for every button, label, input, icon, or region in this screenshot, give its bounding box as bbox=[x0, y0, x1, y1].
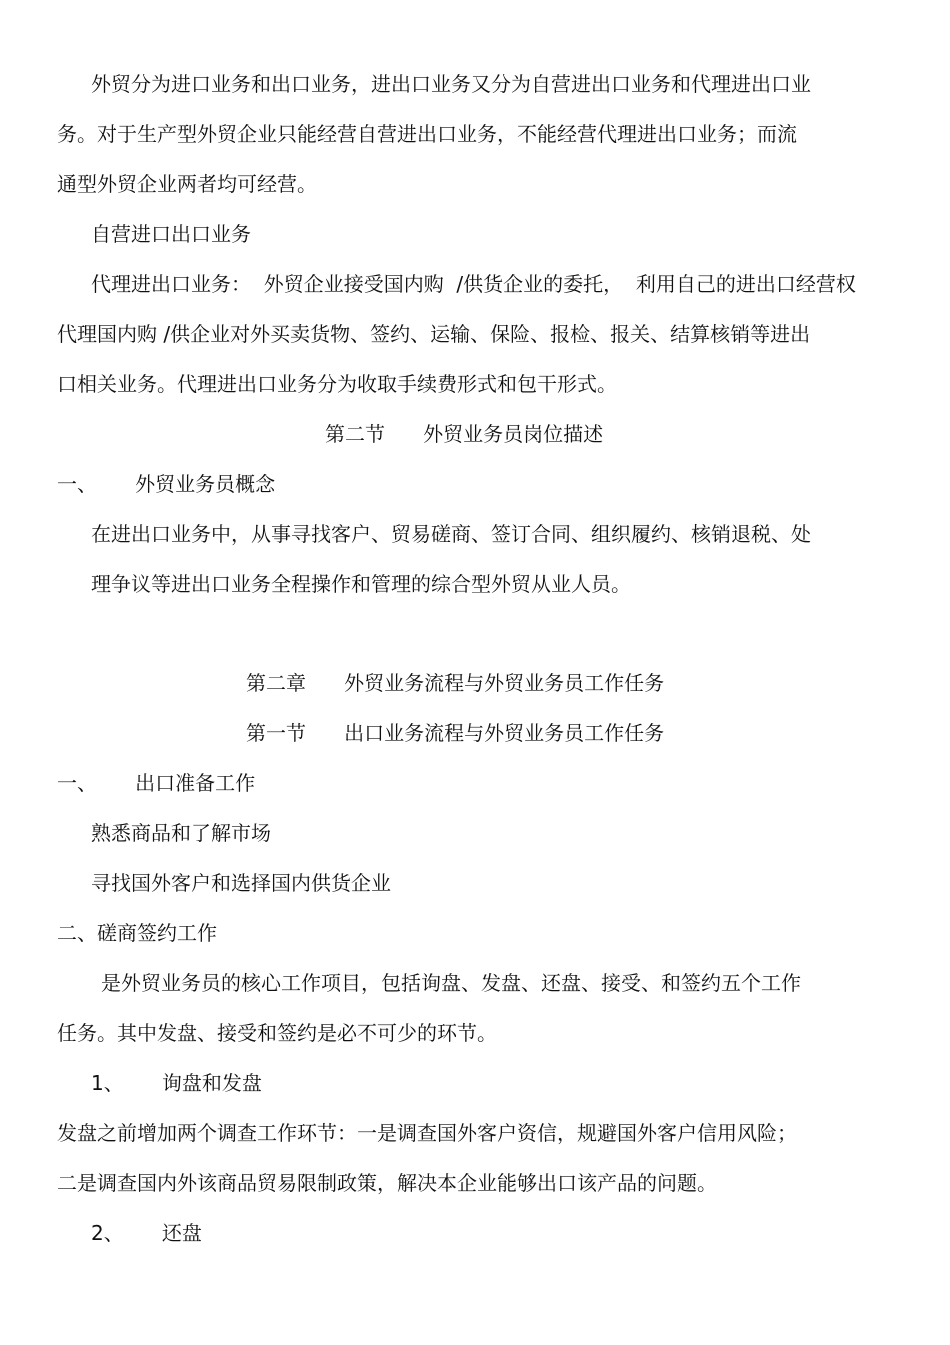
paragraph-line: 在进出口业务中，从事寻找客户、贸易磋商、签订合同、组织履约、核销退税、处 bbox=[91, 522, 811, 546]
paragraph-line: 发盘之前增加两个调查工作环节：一是调查国外客户资信，规避国外客户信用风险； bbox=[57, 1121, 797, 1145]
paragraph-line: 是外贸业务员的核心工作项目，包括询盘、发盘、还盘、接受、和签约五个工作 bbox=[101, 971, 801, 995]
paragraph-line: 二是调查国内外该商品贸易限制政策，解决本企业能够出口该产品的问题。 bbox=[57, 1171, 717, 1195]
numbered-subheading: 2、 还盘 bbox=[91, 1221, 202, 1245]
numbered-subheading: 1、 询盘和发盘 bbox=[91, 1071, 262, 1095]
list-item: 熟悉商品和了解市场 bbox=[91, 821, 271, 845]
chapter-heading: 第二章 外贸业务流程与外贸业务员工作任务 bbox=[246, 671, 665, 695]
paragraph-line: 任务。其中发盘、接受和签约是必不可少的环节。 bbox=[57, 1021, 497, 1045]
section-heading: 第一节 出口业务流程与外贸业务员工作任务 bbox=[246, 721, 665, 745]
paragraph-line: 务。对于生产型外贸企业只能经营自营进出口业务，不能经营代理进出口业务；而流 bbox=[57, 122, 797, 146]
numbered-heading: 二、磋商签约工作 bbox=[57, 921, 217, 945]
paragraph-line: 代理国内购 /供企业对外买卖货物、签约、运输、保险、报检、报关、结算核销等进出 bbox=[57, 322, 811, 346]
paragraph-line: 外贸分为进口业务和出口业务，进出口业务又分为自营进出口业务和代理进出口业 bbox=[91, 72, 811, 96]
paragraph-line: 理争议等进出口业务全程操作和管理的综合型外贸从业人员。 bbox=[91, 572, 631, 596]
numbered-heading: 一、 出口准备工作 bbox=[57, 771, 256, 795]
subheading: 自营进口出口业务 bbox=[91, 222, 251, 246]
section-heading: 第二节 外贸业务员岗位描述 bbox=[325, 422, 604, 446]
list-item: 寻找国外客户和选择国内供货企业 bbox=[91, 871, 391, 895]
paragraph-line: 代理进出口业务： 外贸企业接受国内购 /供货企业的委托， 利用自己的进出口经营权 bbox=[91, 272, 856, 296]
paragraph-line: 通型外贸企业两者均可经营。 bbox=[57, 172, 317, 196]
paragraph-line: 口相关业务。代理进出口业务分为收取手续费形式和包干形式。 bbox=[57, 372, 617, 396]
numbered-heading: 一、 外贸业务员概念 bbox=[57, 472, 276, 496]
